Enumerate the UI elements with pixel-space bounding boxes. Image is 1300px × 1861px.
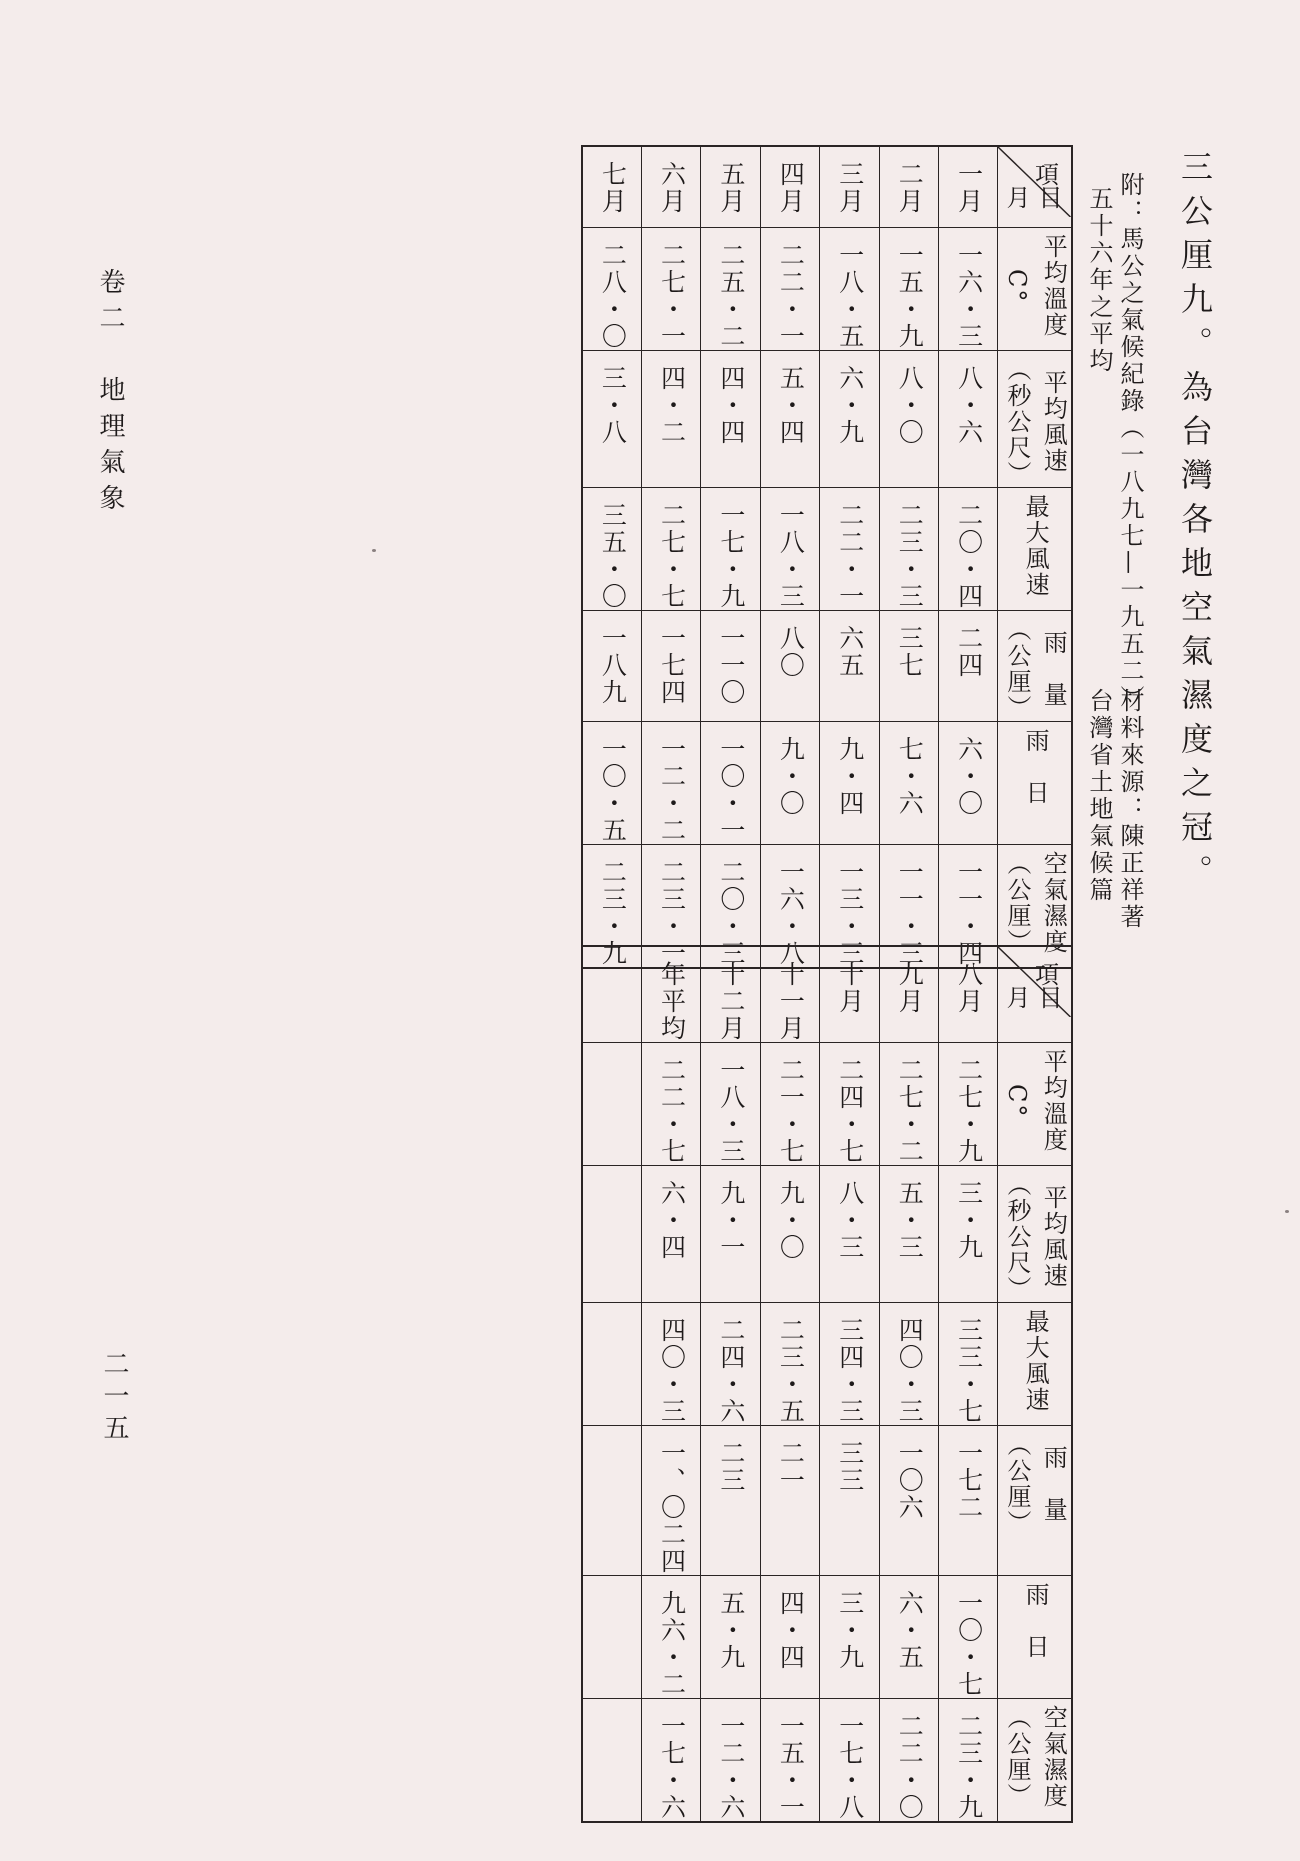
cell-temp-text: 二七・二: [895, 1057, 925, 1165]
cell-wind-max-text: 一七・九: [716, 502, 746, 611]
header-cell-temp: [998, 1043, 1072, 1166]
cell-rain-days: [820, 1576, 879, 1699]
cell-rain-text: 六五: [835, 625, 865, 680]
corner-label-month: 月: [1006, 184, 1031, 212]
header-stack: [998, 1166, 1071, 1302]
cell-wind-max: [701, 1303, 760, 1426]
cell-wind-avg: [939, 1166, 998, 1303]
cell-humidity-text: 二三・一: [657, 859, 687, 968]
header-stack: [998, 351, 1071, 487]
cell-temp: [582, 228, 641, 351]
month-cell: [641, 146, 700, 228]
header-unit: （秒公尺）: [1002, 1172, 1031, 1302]
month-cell-text: 二月: [895, 161, 925, 215]
cell-wind-avg: [820, 351, 879, 488]
cell-wind-avg-text: 六・四: [657, 1180, 687, 1261]
corner-header-cell: [998, 946, 1072, 1043]
cell-temp-text: 二二・七: [657, 1057, 687, 1165]
cell-wind-avg: [879, 351, 938, 488]
cell-rain: [582, 611, 641, 722]
cell-rain-days-text: 九六・二: [657, 1590, 687, 1698]
cell-temp: [701, 1043, 760, 1166]
cell-temp: [820, 1043, 879, 1166]
table-band-humidity: [582, 1699, 1072, 1823]
paper-speck: [1285, 1210, 1289, 1213]
cell-temp: [939, 1043, 998, 1166]
cell-rain-days: [701, 722, 760, 845]
cell-rain: [939, 1426, 998, 1576]
cell-temp-text: 二四・七: [835, 1057, 865, 1165]
header-label: 雨 量: [1039, 1445, 1068, 1523]
climate-table-jan-jul: [581, 145, 1073, 969]
header-stack: [998, 611, 1071, 721]
month-cell: [760, 946, 819, 1043]
cell-wind-avg: [820, 1166, 879, 1303]
header-cell-rain-days: [998, 722, 1072, 845]
month-cell: [701, 946, 760, 1043]
header-stack: [998, 1303, 1071, 1413]
cell-rain-days: [760, 1576, 819, 1699]
cell-rain: [760, 611, 819, 722]
header-stack: [998, 488, 1071, 598]
month-cell: [582, 946, 641, 1043]
cell-wind-max-text: 三五・〇: [598, 502, 628, 611]
cell-rain-days-text: 七・六: [895, 736, 925, 818]
cell-wind-max: [879, 488, 938, 611]
cell-wind-avg: [879, 1166, 938, 1303]
header-label: 平均溫度: [1039, 234, 1068, 339]
cell-rain-text: 八〇: [776, 625, 806, 680]
cell-wind-avg: [939, 351, 998, 488]
cell-wind-avg-text: 八・三: [835, 1180, 865, 1261]
cell-rain-text: 三三: [835, 1440, 865, 1494]
cell-wind-max: [582, 1303, 641, 1426]
cell-temp: [582, 1043, 641, 1166]
cell-rain: [879, 1426, 938, 1576]
cell-rain-days-text: 四・四: [776, 1590, 806, 1671]
cell-wind-avg-text: 四・二: [657, 365, 687, 447]
cell-rain-text: 一〇六: [895, 1440, 925, 1521]
month-cell-text: 四月: [776, 161, 806, 215]
cell-rain-text: 三七: [895, 625, 925, 680]
cell-temp: [939, 228, 998, 351]
header-unit: （公厘）: [1002, 617, 1031, 722]
month-cell-text: 六月: [657, 161, 687, 215]
cell-rain-text: 一七四: [657, 625, 687, 707]
month-cell-text: 七月: [598, 161, 628, 215]
month-cell: [939, 146, 998, 228]
cell-wind-max: [760, 488, 819, 611]
cell-rain-days-text: 六・五: [895, 1590, 925, 1671]
month-cell-text: 八月: [954, 961, 984, 1015]
month-cell: [939, 946, 998, 1043]
cell-wind-max: [641, 488, 700, 611]
cell-wind-avg-text: 六・九: [835, 365, 865, 447]
cell-wind-avg-text: 三・九: [954, 1180, 984, 1261]
header-stack: [998, 1426, 1071, 1536]
month-cell: [760, 146, 819, 228]
corner-header: [998, 947, 1071, 1017]
table-band-month: [582, 946, 1072, 1043]
cell-wind-avg: [582, 1166, 641, 1303]
cell-temp-text: 二七・一: [657, 242, 687, 351]
cell-rain-days: [641, 1576, 700, 1699]
cell-wind-avg-text: 八・六: [954, 365, 984, 447]
table-band-rain: [582, 611, 1072, 722]
cell-temp-text: 一六・三: [954, 242, 984, 351]
cell-rain-text: 一一〇: [716, 625, 746, 707]
header-cell-wind-avg: [998, 1166, 1072, 1303]
cell-temp-text: 二一・七: [776, 1057, 806, 1165]
cell-rain-days-text: 一〇・七: [954, 1590, 984, 1698]
table-source-author: 材料來源：陳正祥著: [1116, 688, 1144, 931]
cell-wind-avg: [760, 1166, 819, 1303]
cell-wind-max-text: 二二・一: [835, 502, 865, 611]
cell-humidity: [939, 1699, 998, 1823]
cell-rain: [820, 1426, 879, 1576]
cell-temp-text: 二八・〇: [598, 242, 628, 351]
cell-rain-days: [820, 722, 879, 845]
cell-rain-days-text: 九・四: [835, 736, 865, 818]
cell-wind-avg-text: 五・四: [776, 365, 806, 447]
cell-humidity-text: 一一・三: [895, 859, 925, 968]
month-cell-text: 五月: [716, 161, 746, 215]
cell-rain-text: 一、〇二四: [657, 1440, 687, 1575]
header-unit: C°: [1002, 1083, 1031, 1119]
header-stack: [998, 228, 1071, 338]
cell-humidity: [701, 1699, 760, 1823]
corner-label-item: 項: [1034, 961, 1059, 989]
cell-wind-max-text: 四〇・三: [657, 1317, 687, 1425]
month-cell: [641, 946, 700, 1043]
cell-wind-avg-text: 五・三: [895, 1180, 925, 1261]
cell-wind-max: [582, 488, 641, 611]
header-cell-humidity: [998, 1699, 1072, 1823]
header-cell-wind-avg: [998, 351, 1072, 488]
corner-label-mu: 目: [1038, 984, 1063, 1012]
header-label: 雨 日: [1021, 728, 1050, 807]
cell-wind-max: [820, 488, 879, 611]
corner-label-mu: 目: [1038, 184, 1063, 212]
month-cell-text: 三月: [835, 161, 865, 215]
header-label: 空氣濕度: [1039, 1705, 1068, 1809]
cell-rain-days-text: 一二・二: [657, 736, 687, 845]
header-label: 最大風速: [1021, 1309, 1050, 1413]
month-cell-text: 十二月: [716, 961, 746, 1042]
header-label: 平均溫度: [1039, 1049, 1068, 1153]
month-cell: [820, 946, 879, 1043]
cell-humidity: [641, 1699, 700, 1823]
table-caption-title: 附：馬公之氣候紀錄（一八九七—一九五二）: [1116, 172, 1144, 712]
cell-rain: [820, 611, 879, 722]
cell-wind-max: [939, 488, 998, 611]
cell-humidity-text: 一六・八: [776, 859, 806, 968]
cell-rain-text: 二四: [954, 625, 984, 680]
cell-humidity-text: 一三・三: [835, 859, 865, 968]
cell-temp: [701, 228, 760, 351]
cell-temp-text: 一八・三: [716, 1057, 746, 1165]
cell-wind-max-text: 二〇・四: [954, 502, 984, 611]
table-band-rain_days: [582, 1576, 1072, 1699]
table-source-title: 台灣省土地氣候篇: [1085, 688, 1113, 904]
cell-humidity-text: 二三・九: [598, 859, 628, 968]
header-label: 平均風速: [1039, 370, 1068, 475]
cell-humidity-text: 一七・八: [835, 1713, 865, 1821]
header-label: 雨 量: [1039, 630, 1068, 709]
corner-header: [998, 147, 1071, 217]
cell-rain-text: 一七二: [954, 1440, 984, 1521]
cell-wind-avg-text: 三・八: [598, 365, 628, 447]
table-band-wind_avg: [582, 1166, 1072, 1303]
month-cell-text: 一月: [954, 161, 984, 215]
cell-wind-max-text: 二四・六: [716, 1317, 746, 1425]
cell-rain-days: [641, 722, 700, 845]
cell-rain: [701, 611, 760, 722]
cell-wind-avg: [701, 1166, 760, 1303]
cell-rain: [641, 611, 700, 722]
cell-rain-text: 一八九: [598, 625, 628, 707]
cell-wind-avg: [641, 351, 700, 488]
cell-rain-days: [582, 1576, 641, 1699]
corner-label-month: 月: [1006, 984, 1031, 1012]
table-band-wind_max: [582, 488, 1072, 611]
climate-table-aug-annual: [581, 945, 1073, 1823]
header-cell-rain: [998, 611, 1072, 722]
month-cell-text: 九月: [895, 961, 925, 1015]
paper-speck: [372, 549, 376, 552]
intro-text: 三公厘九。為台灣各地空氣濕度之冠。: [1176, 150, 1214, 898]
cell-rain-days-text: 六・〇: [954, 736, 984, 818]
cell-rain-days: [879, 1576, 938, 1699]
header-unit: （秒公尺）: [1002, 357, 1031, 488]
page-number: 二一五: [99, 1350, 129, 1446]
table-band-month: [582, 146, 1072, 228]
cell-wind-avg-text: 九・〇: [776, 1180, 806, 1261]
cell-rain-days-text: 一〇・一: [716, 736, 746, 845]
cell-humidity-text: 一五・一: [776, 1713, 806, 1821]
cell-wind-max: [641, 1303, 700, 1426]
cell-temp: [879, 228, 938, 351]
cell-rain-days: [939, 1576, 998, 1699]
cell-rain-text: 二一: [776, 1440, 806, 1494]
header-label: 最大風速: [1021, 494, 1050, 599]
cell-rain: [701, 1426, 760, 1576]
cell-rain-days: [879, 722, 938, 845]
cell-temp: [820, 228, 879, 351]
cell-rain-text: 二三: [716, 1440, 746, 1494]
header-stack: [998, 1699, 1071, 1809]
header-cell-wind-max: [998, 1303, 1072, 1426]
cell-rain-days: [939, 722, 998, 845]
cell-wind-max-text: 二三・五: [776, 1317, 806, 1425]
cell-wind-avg-text: 八・〇: [895, 365, 925, 447]
month-cell: [582, 146, 641, 228]
month-cell: [701, 146, 760, 228]
cell-humidity: [820, 1699, 879, 1823]
header-unit: （公厘）: [1002, 1705, 1031, 1809]
cell-wind-max: [760, 1303, 819, 1426]
cell-humidity-text: 二三・九: [954, 1713, 984, 1821]
cell-wind-avg: [582, 351, 641, 488]
cell-wind-max-text: 三四・三: [835, 1317, 865, 1425]
header-stack: [998, 722, 1071, 806]
table-caption-subtitle: 五十六年之平均: [1085, 186, 1113, 375]
cell-wind-avg: [701, 351, 760, 488]
volume-label: 卷二 地理氣象: [95, 268, 125, 520]
table-band-rain: [582, 1426, 1072, 1576]
cell-humidity-text: 一一・四: [954, 859, 984, 968]
cell-temp-text: 一五・九: [895, 242, 925, 351]
header-cell-rain: [998, 1426, 1072, 1576]
table-band-rain_days: [582, 722, 1072, 845]
cell-temp: [879, 1043, 938, 1166]
cell-rain: [939, 611, 998, 722]
cell-temp: [641, 1043, 700, 1166]
cell-wind-max: [879, 1303, 938, 1426]
cell-humidity-text: 二二・〇: [895, 1713, 925, 1821]
header-stack: [998, 1576, 1071, 1660]
cell-temp-text: 二七・九: [954, 1057, 984, 1165]
table-band-wind_max: [582, 1303, 1072, 1426]
cell-wind-max: [701, 488, 760, 611]
corner-header-cell: [998, 146, 1072, 228]
cell-wind-avg: [641, 1166, 700, 1303]
cell-rain-days: [701, 1576, 760, 1699]
header-stack: [998, 1043, 1071, 1153]
cell-rain-days-text: 三・九: [835, 1590, 865, 1671]
header-cell-wind-max: [998, 488, 1072, 611]
cell-wind-avg-text: 四・四: [716, 365, 746, 447]
cell-humidity-text: 二〇・三: [716, 859, 746, 968]
cell-rain-days: [582, 722, 641, 845]
month-cell-text: 年平均: [657, 961, 687, 1042]
header-unit: （公厘）: [1002, 851, 1031, 956]
cell-wind-max-text: 二三・三: [895, 502, 925, 611]
cell-humidity: [582, 1699, 641, 1823]
header-cell-rain-days: [998, 1576, 1072, 1699]
cell-rain: [879, 611, 938, 722]
month-cell: [879, 946, 938, 1043]
header-cell-temp: [998, 228, 1072, 351]
cell-rain: [760, 1426, 819, 1576]
cell-wind-max: [939, 1303, 998, 1426]
header-label: 雨 日: [1021, 1582, 1050, 1660]
cell-humidity: [879, 1699, 938, 1823]
header-stack: [998, 845, 1071, 955]
table-band-temp: [582, 1043, 1072, 1166]
cell-rain-days-text: 五・九: [716, 1590, 746, 1671]
cell-wind-max: [820, 1303, 879, 1426]
cell-humidity-text: 一二・六: [716, 1713, 746, 1821]
header-label: 空氣濕度: [1039, 851, 1068, 956]
corner-label-item: 項: [1034, 161, 1059, 189]
table-band-temp: [582, 228, 1072, 351]
cell-wind-max-text: 一八・三: [776, 502, 806, 611]
cell-rain: [641, 1426, 700, 1576]
header-label: 平均風速: [1039, 1185, 1068, 1289]
cell-temp: [760, 228, 819, 351]
cell-wind-avg: [760, 351, 819, 488]
month-cell-text: 十月: [835, 961, 865, 1015]
cell-wind-max-text: 三三・七: [954, 1317, 984, 1425]
cell-rain-days-text: 九・〇: [776, 736, 806, 818]
cell-rain: [582, 1426, 641, 1576]
cell-rain-days: [760, 722, 819, 845]
cell-humidity-text: 一七・六: [657, 1713, 687, 1821]
month-cell: [820, 146, 879, 228]
cell-wind-avg-text: 九・一: [716, 1180, 746, 1261]
month-cell: [879, 146, 938, 228]
cell-wind-max-text: 四〇・三: [895, 1317, 925, 1425]
header-unit: C°: [1002, 268, 1031, 304]
cell-temp-text: 二二・一: [776, 242, 806, 351]
cell-temp: [760, 1043, 819, 1166]
month-cell-text: 十一月: [776, 961, 806, 1042]
cell-wind-max-text: 二七・七: [657, 502, 687, 611]
cell-temp-text: 一八・五: [835, 242, 865, 351]
cell-temp-text: 二五・二: [716, 242, 746, 351]
table-band-wind_avg: [582, 351, 1072, 488]
cell-rain-days-text: 一〇・五: [598, 736, 628, 845]
cell-temp: [641, 228, 700, 351]
cell-humidity: [760, 1699, 819, 1823]
header-unit: （公厘）: [1002, 1432, 1031, 1536]
